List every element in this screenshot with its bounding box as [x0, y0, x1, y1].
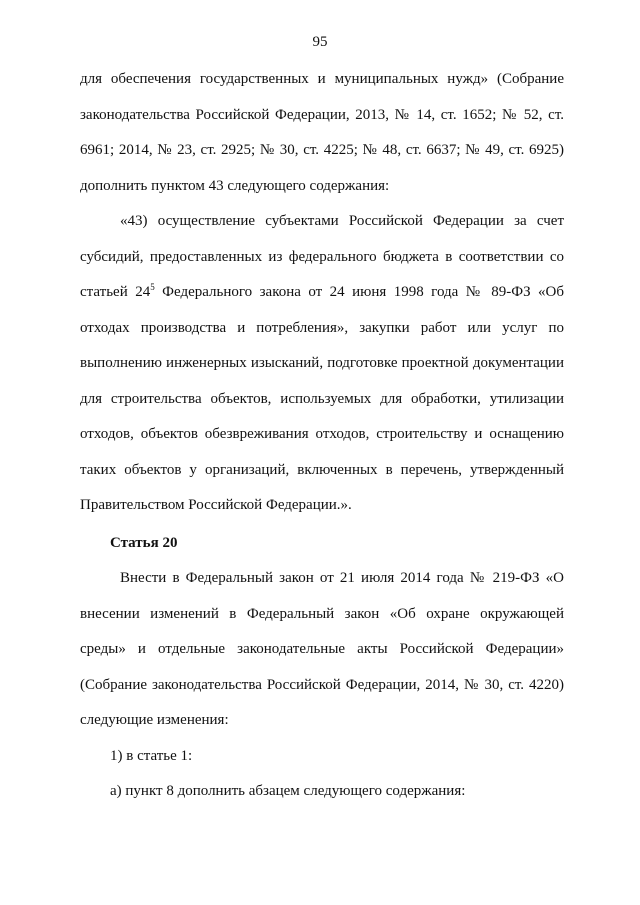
- paragraph-continuation: для обеспечения государственных и муниципальных нужд» (Собрание законодательства Российской Федерации, 2013, № 14, ст. 1652; № 52, ст. 6961; 2014, № 23, ст. 2925; № 30, ст. 4225; № 48, ст. 6637; № 49, ст. 6925) дополнить пунктом 43 следующего содержания:: [80, 71, 564, 194]
- article-heading: Статья 20: [110, 534, 178, 551]
- paragraph-item-43: [80, 204, 564, 524]
- paragraph-article-20: Внести в Федеральный закон от 21 июля 2014 года № 219-ФЗ «О внесении изменений в Федеральный закон «Об охране окружающей среды» и отдельные законодательные акты Российской Федерации» (Собрание законодательства Российской Федерации, 2014, № 30, ст. 4220) следующие изменения:: [80, 570, 564, 728]
- list-item-1a: а) пункт 8 дополнить абзацем следующего содержания:: [110, 783, 466, 799]
- paragraph-item-43-text-end: Федерального закона от 24 июня 1998 года № 89-ФЗ «Об отходах производства и потребления», закупки работ или услуг по выполнению инженерных изысканий, подготовке проектной документации для строительства объектов, используемых для обработки, утилизации отходов, объектов обезвреживания отходов, строительству и оснащению таких объектов у организаций, включенных в перечень, утвержденный Правительством Российской Федерации.».: [80, 284, 565, 513]
- paragraph-item-43-text-start: «43) осуществление субъектами Российской Федерации за счет субсидий, предоставленных из федерального бюджета в соответствии со статьей 24: [80, 213, 564, 300]
- article-superscript: 5: [150, 282, 155, 292]
- list-item-1: 1) в статье 1:: [110, 747, 193, 764]
- page-number: 95: [312, 34, 328, 50]
- document-body: [80, 62, 564, 810]
